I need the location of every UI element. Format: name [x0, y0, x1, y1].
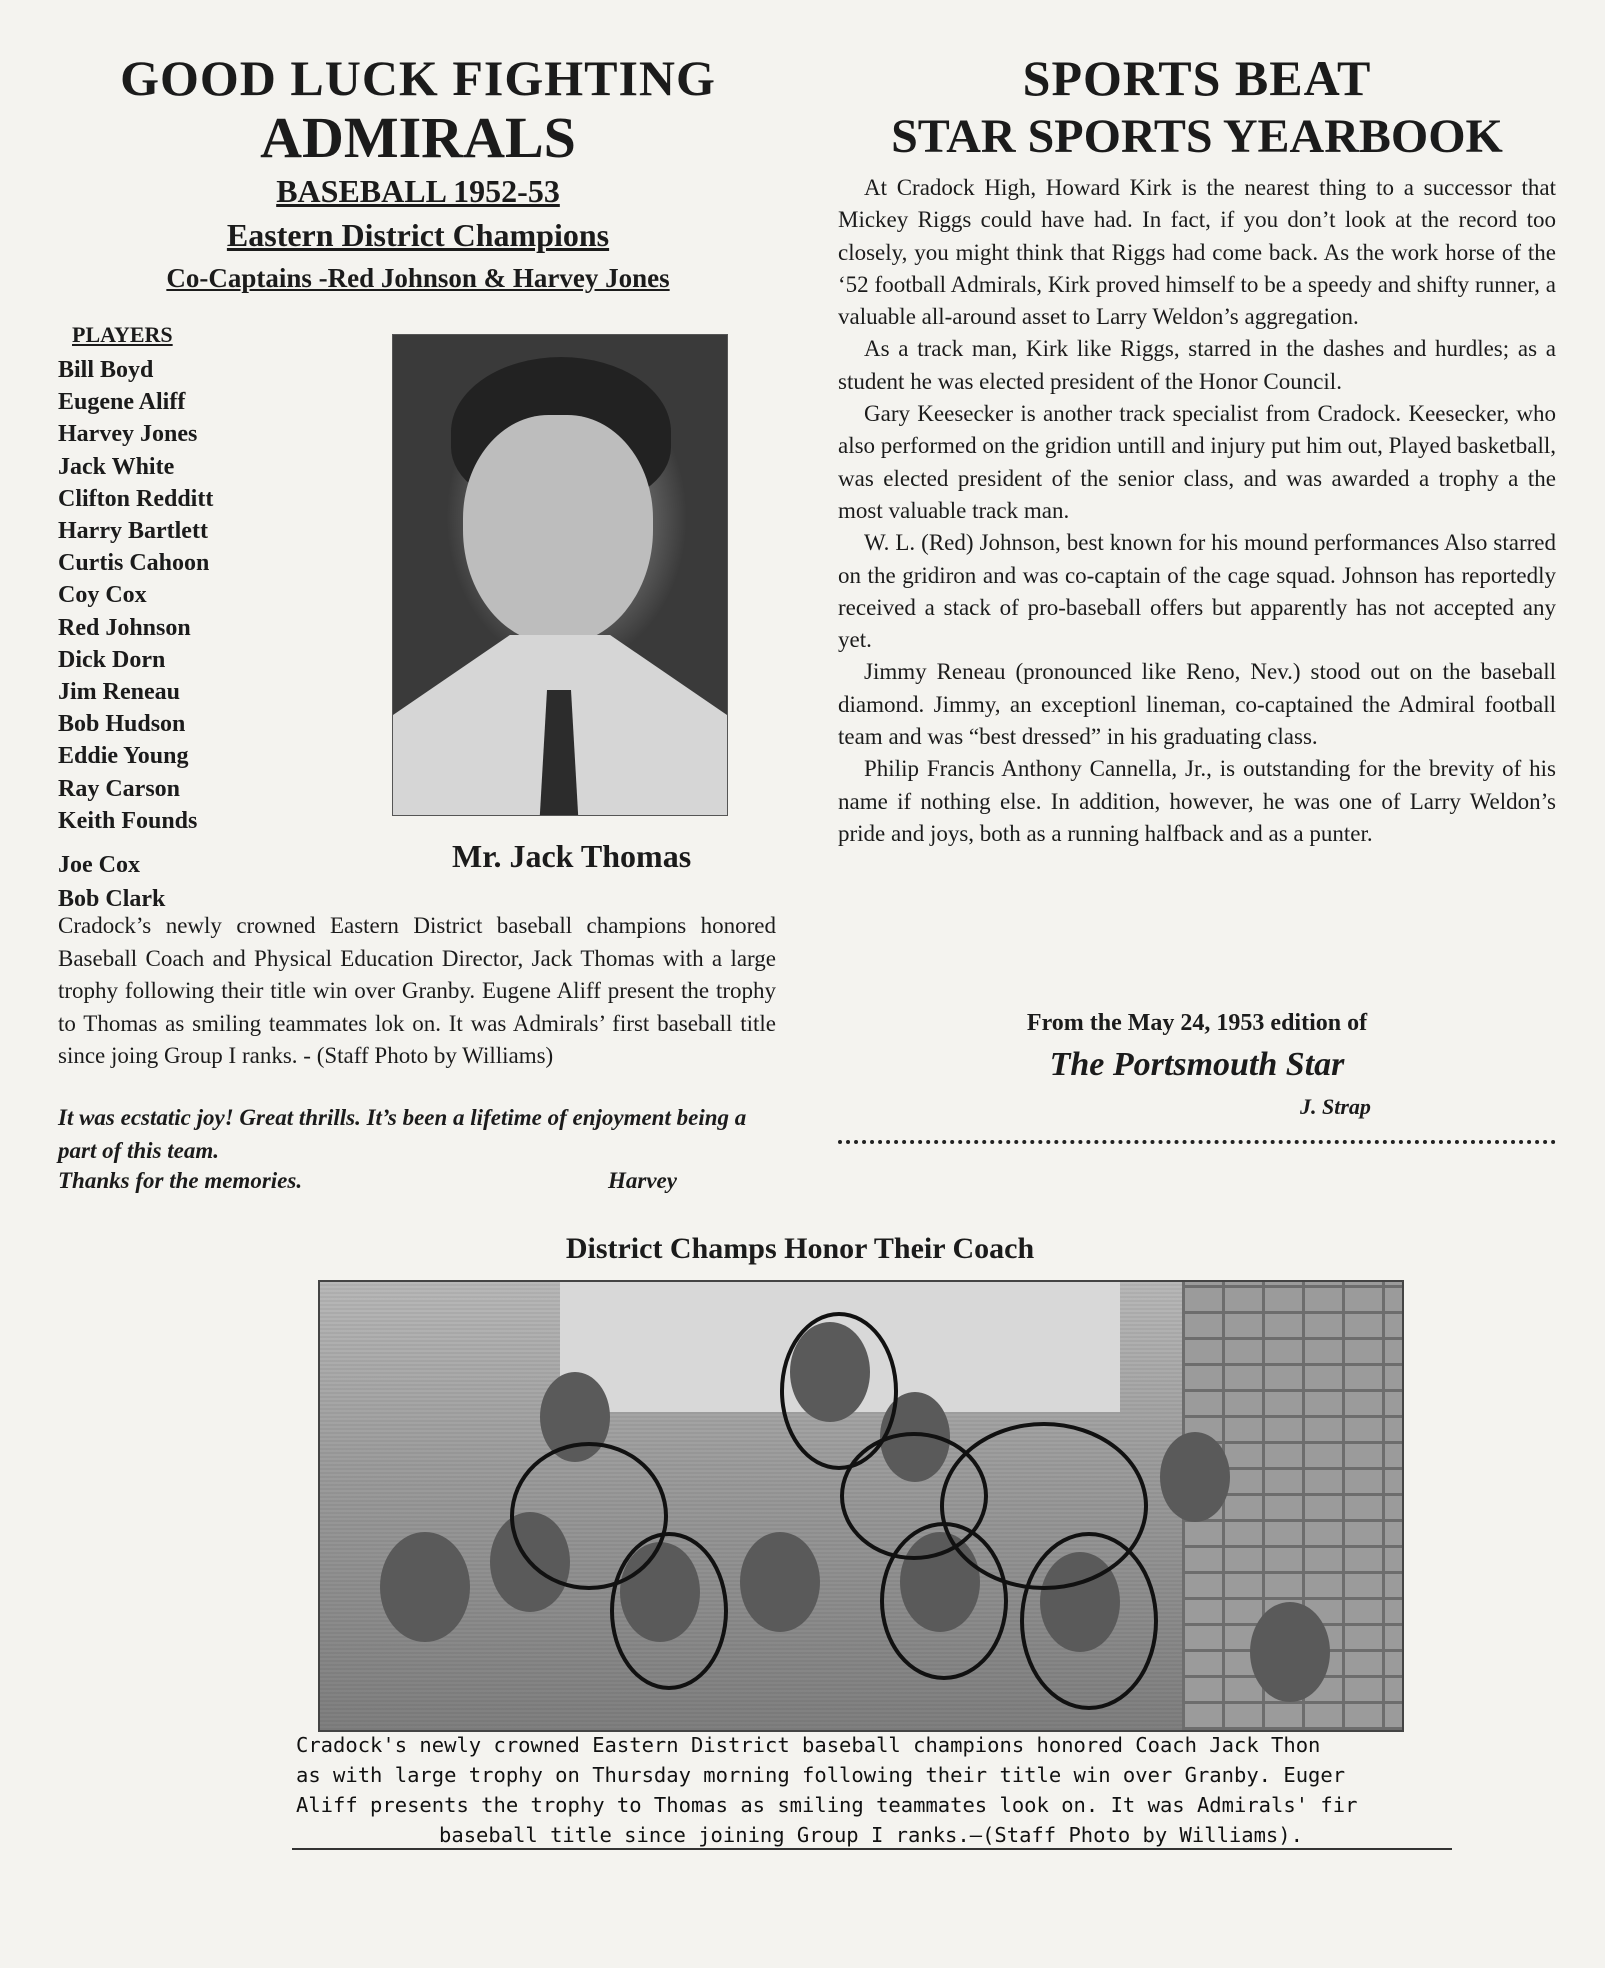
player-name: Eddie Young [58, 743, 189, 770]
team-photo [318, 1280, 1404, 1732]
team-photo-title: District Champs Honor Their Coach [565, 1232, 1035, 1265]
player-name: Dick Dorn [58, 646, 166, 673]
player-name: Ray Carson [58, 775, 181, 802]
player-name: Harvey Jones [58, 421, 198, 448]
player-head [740, 1532, 820, 1632]
left-subheading-2: Eastern District Champions [226, 217, 610, 253]
right-headline-2: STAR SPORTS YEARBOOK [891, 110, 1503, 163]
article-paragraph: W. L. (Red) Johnson, best known for his mound performances Also starred on the gridiron and was co-captain of the cage squad. Johnson has reportedly received a stack of pro-baseball offers but apparently has not accepted any yet. [838, 530, 1556, 653]
team-photo-caption [296, 1730, 1446, 1850]
left-subheading-3: Co-Captains -Red Johnson & Harvey Jones [166, 263, 670, 293]
caption-line: baseball title since joining Group I ranks.—(Staff Photo by Williams). [439, 1823, 1303, 1847]
player-list-extra [58, 848, 165, 916]
article-paragraph: Philip Francis Anthony Cannella, Jr., is outstanding for the brevity of his name if nothing else. In addition, however, he was one of Larry Weldon’s pride and joys, both as a running halfback and as a punter. [838, 756, 1556, 846]
player-name: Keith Founds [58, 807, 198, 834]
player-name: Coy Cox [58, 582, 147, 609]
player-head [1250, 1602, 1330, 1702]
left-headline-1: GOOD LUCK FIGHTING [120, 50, 716, 106]
player-head [380, 1532, 470, 1642]
newspaper-name: The Portsmouth Star [1049, 1046, 1345, 1083]
left-headline-2: ADMIRALS [260, 105, 576, 170]
portrait-caption: Mr. Jack Thomas [452, 838, 692, 874]
thanks-line: Thanks for the memories. [58, 1168, 303, 1193]
player-name: Curtis Cahoon [58, 550, 210, 577]
player-list [58, 354, 213, 837]
player-name: Joe Cox [58, 852, 140, 878]
player-name: Eugene Aliff [58, 389, 186, 416]
player-name: Jim Reneau [58, 679, 180, 706]
author-name: J. Strap [1300, 1094, 1371, 1119]
highlight-circle [880, 1522, 1008, 1680]
player-name: Bob Hudson [58, 711, 186, 738]
dotted-divider [838, 1140, 1556, 1144]
players-label: PLAYERS [72, 322, 173, 347]
player-name: Bob Clark [58, 886, 166, 912]
right-header [838, 50, 1556, 168]
left-quote: It was ecstatic joy! Great thrills. It’s been a lifetime of enjoyment being a part of this team. [58, 1105, 747, 1163]
player-head [1160, 1432, 1230, 1522]
right-article [838, 172, 1556, 850]
caption-rule [292, 1848, 1452, 1850]
player-name: Harry Bartlett [58, 518, 208, 545]
caption-line: as with large trophy on Thursday morning following their title win over Granby. Euger [296, 1763, 1346, 1787]
left-header [58, 50, 788, 296]
left-body-text: Cradock’s newly crowned Eastern District baseball champions honored Baseball Coach and Physical Education Director, Jack Thomas with a large trophy following their title win over Granby. Eugene Aliff present the trophy to Thomas as smiling teammates lok on. It was Admirals’ first baseball title since joing Group I ranks. - (Staff Photo by Williams) [58, 913, 776, 1068]
highlight-circle [610, 1532, 728, 1690]
signature-harvey: Harvey [608, 1168, 677, 1193]
player-name: Jack White [58, 453, 175, 480]
article-paragraph: Jimmy Reneau (pronounced like Reno, Nev.) stood out on the baseball diamond. Jimmy, an exceptionl lineman, co-captained the Admiral football team and was “best dressed” in his graduating class. [838, 659, 1556, 750]
article-paragraph: Gary Keesecker is another track specialist from Cradock. Keesecker, who also performed on the gridion untill and injury put him out, Played basketball, was elected president of the senior class, and was awarded a trophy a the most valuable track man. [838, 401, 1556, 523]
coach-portrait-photo [392, 334, 728, 816]
player-name: Red Johnson [58, 614, 191, 641]
highlight-circle [1020, 1532, 1158, 1710]
player-name: Clifton Redditt [58, 485, 214, 512]
source-line: From the May 24, 1953 edition of [1026, 1010, 1368, 1036]
article-paragraph: As a track man, Kirk like Riggs, starred in the dashes and hurdles; as a student he was elected president of the Honor Council. [838, 336, 1556, 394]
left-subheading-1: BASEBALL 1952-53 [276, 173, 560, 209]
caption-line: Cradock's newly crowned Eastern District baseball champions honored Coach Jack Thon [296, 1733, 1321, 1757]
article-paragraph: At Cradock High, Howard Kirk is the nearest thing to a successor that Mickey Riggs could have had. In fact, if you don’t look at the record too closely, you might think that Riggs had come back. As the work horse of the ‘52 football Admirals, Kirk proved himself to be a speedy and shifty runner, a valuable all-around asset to Larry Weldon’s aggregation. [838, 175, 1556, 330]
player-name: Bill Boyd [58, 357, 154, 383]
portrait-face [463, 415, 653, 645]
right-headline-1: SPORTS BEAT [1022, 50, 1372, 106]
caption-line: Aliff presents the trophy to Thomas as smiling teammates look on. It was Admirals' fir [296, 1793, 1358, 1817]
